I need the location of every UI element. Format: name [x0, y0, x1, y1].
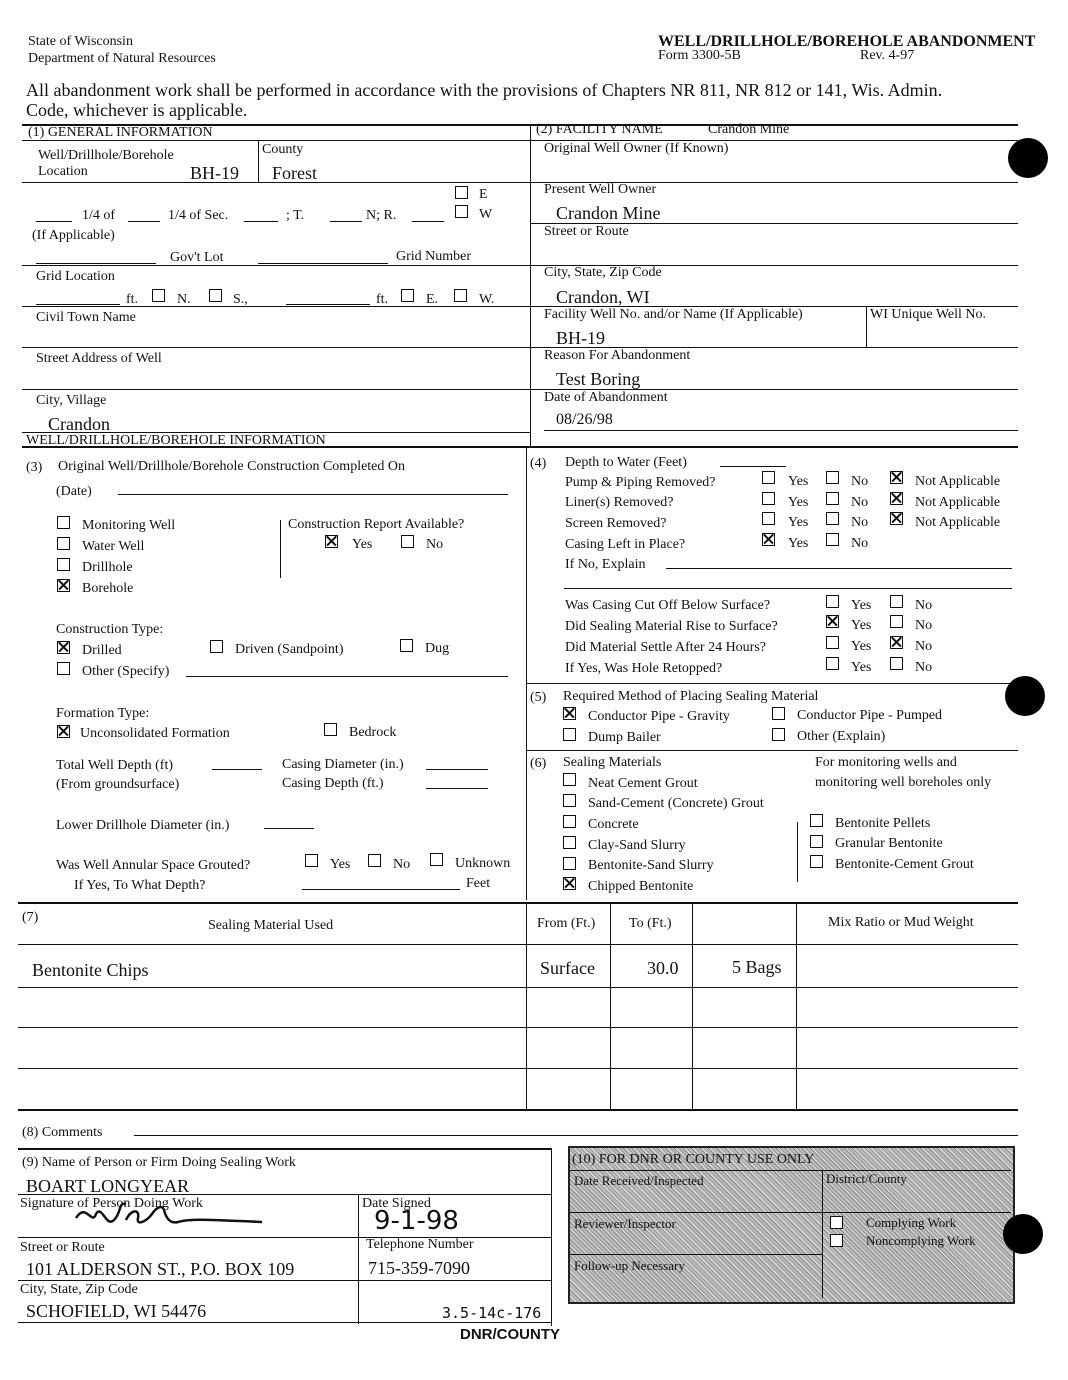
grouted-unknown-checkbox[interactable]: [430, 853, 443, 866]
clay-sand-checkbox[interactable]: [563, 836, 576, 849]
punch-hole-bottom: [1003, 1214, 1043, 1254]
casing-yes-label: Yes: [788, 536, 809, 551]
col-mix-header: Mix Ratio or Mud Weight: [828, 915, 974, 930]
reason-value[interactable]: Test Boring: [556, 369, 641, 389]
col-to-header: To (Ft.): [629, 916, 672, 931]
pumped-label: Conductor Pipe - Pumped: [797, 708, 943, 723]
if-no-explain-label: If No, Explain: [565, 557, 646, 572]
if-applicable-label: (If Applicable): [32, 228, 115, 243]
grid-number-label: Grid Number: [396, 249, 472, 264]
section-7-number: (7): [22, 910, 39, 925]
facility-well-label: Facility Well No. and/or Name (If Applicable): [544, 307, 803, 322]
pump-no-label: No: [851, 474, 869, 489]
quarter-sec-label: 1/4 of Sec.: [168, 208, 229, 223]
govt-lot-label: Gov't Lot: [170, 250, 224, 265]
other-construction-checkbox[interactable]: [57, 662, 70, 675]
pump-yes-checkbox[interactable]: [762, 471, 775, 484]
grouted-yes-checkbox[interactable]: [305, 854, 318, 867]
monitoring-note-2: monitoring well boreholes only: [815, 775, 992, 790]
west-grid-label: W.: [479, 292, 495, 307]
notice-line-1: All abandonment work shall be performed in accordance with the provisions of Chapters NR 811, NR 812 or 141, Wis. Admin.: [26, 80, 943, 100]
liner-na-checkbox[interactable]: [890, 492, 903, 505]
punch-hole-middle: [1005, 676, 1045, 716]
county-label: County: [262, 142, 304, 157]
telephone-value[interactable]: 715-359-7090: [368, 1258, 470, 1278]
noncomplying-label: Noncomplying Work: [866, 1233, 976, 1248]
quantity-cell[interactable]: 5 Bags: [732, 957, 782, 977]
other-method-checkbox[interactable]: [772, 728, 785, 741]
driven-checkbox[interactable]: [210, 640, 223, 653]
bedrock-checkbox[interactable]: [324, 723, 337, 736]
complying-label: Complying Work: [866, 1215, 957, 1230]
north-checkbox[interactable]: [152, 289, 165, 302]
rise-yes-label: Yes: [851, 618, 872, 633]
street-route-value[interactable]: 101 ALDERSON ST., P.O. BOX 109: [26, 1259, 295, 1279]
punch-hole-top: [1008, 138, 1048, 178]
present-owner-value[interactable]: Crandon Mine: [556, 203, 661, 223]
dump-bailer-label: Dump Bailer: [588, 730, 661, 745]
liner-yes-label: Yes: [788, 495, 809, 510]
city-state-zip-label-9: City, State, Zip Code: [20, 1282, 138, 1297]
city-state-zip-value-9[interactable]: SCHOFIELD, WI 54476: [26, 1301, 207, 1321]
total-depth-label: Total Well Depth (ft): [56, 758, 173, 773]
sand-cement-checkbox[interactable]: [563, 794, 576, 807]
retopped-no-label: No: [915, 660, 933, 675]
street-route-label: Street or Route: [544, 224, 629, 239]
casing-cut-label: Was Casing Cut Off Below Surface?: [565, 598, 771, 613]
signature-label: Signature of Person Doing Work: [20, 1196, 203, 1211]
date-abandonment-label: Date of Abandonment: [544, 390, 668, 405]
section-4-number: (4): [530, 456, 547, 471]
south-checkbox[interactable]: [209, 289, 222, 302]
facility-name-value[interactable]: Crandon Mine: [708, 122, 790, 137]
dump-bailer-checkbox[interactable]: [563, 728, 576, 741]
noncomplying-checkbox[interactable]: [830, 1234, 843, 1247]
west-label: W: [479, 207, 493, 222]
revision: Rev. 4-97: [860, 48, 915, 63]
reason-label: Reason For Abandonment: [544, 348, 691, 363]
signature-image: [66, 1196, 296, 1232]
pumped-checkbox[interactable]: [772, 707, 785, 720]
pump-yes-label: Yes: [788, 474, 809, 489]
clay-sand-label: Clay-Sand Slurry: [588, 838, 686, 853]
city-state-zip-label: City, State, Zip Code: [544, 265, 662, 280]
sealing-rise-label: Did Sealing Material Rise to Surface?: [565, 619, 778, 634]
bedrock-label: Bedrock: [349, 725, 397, 740]
borehole-label: Borehole: [82, 581, 134, 596]
city-state-zip-value[interactable]: Crandon, WI: [556, 287, 650, 307]
facility-well-value[interactable]: BH-19: [556, 328, 605, 348]
settle-yes-label: Yes: [851, 639, 872, 654]
other-construction-label: Other (Specify): [82, 664, 170, 679]
telephone-label: Telephone Number: [366, 1237, 474, 1252]
pump-label: Pump & Piping Removed?: [565, 475, 716, 490]
township-label: ; T.: [286, 208, 305, 223]
info-section-title: WELL/DRILLHOLE/BOREHOLE INFORMATION: [26, 433, 326, 448]
retopped-yes-label: Yes: [851, 660, 872, 675]
location-label-2: Location: [38, 164, 88, 179]
reviewer-label: Reviewer/Inspector: [574, 1216, 676, 1231]
south-label: S.,: [233, 292, 248, 307]
report-no-label: No: [426, 537, 444, 552]
comments-label: (8) Comments: [22, 1125, 103, 1140]
casing-left-label: Casing Left in Place?: [565, 537, 686, 552]
footer-dnr-county: DNR/COUNTY: [460, 1326, 560, 1343]
bentonite-sand-checkbox[interactable]: [563, 857, 576, 870]
sealing-firm-label: (9) Name of Person or Firm Doing Sealing Work: [22, 1155, 296, 1170]
settle-label: Did Material Settle After 24 Hours?: [565, 640, 767, 655]
civil-town-label: Civil Town Name: [36, 310, 136, 325]
sand-cement-label: Sand-Cement (Concrete) Grout: [588, 796, 764, 811]
liner-yes-checkbox[interactable]: [762, 492, 775, 505]
liner-no-checkbox[interactable]: [826, 492, 839, 505]
grouted-no-label: No: [393, 857, 411, 872]
other-method-label: Other (Explain): [797, 729, 886, 744]
location-value[interactable]: BH-19: [190, 163, 239, 183]
granular-bentonite-label: Granular Bentonite: [835, 836, 943, 851]
grouted-yes-label: Yes: [330, 857, 351, 872]
casing-no-checkbox[interactable]: [826, 533, 839, 546]
cut-yes-label: Yes: [851, 598, 872, 613]
street-route-label-9: Street or Route: [20, 1240, 105, 1255]
neat-cement-checkbox[interactable]: [563, 773, 576, 786]
cut-yes-checkbox[interactable]: [826, 595, 839, 608]
water-well-label: Water Well: [82, 539, 145, 554]
bentonite-sand-label: Bentonite-Sand Slurry: [588, 858, 714, 873]
chipped-bentonite-label: Chipped Bentonite: [588, 879, 694, 894]
monitoring-note-1: For monitoring wells and: [815, 755, 957, 770]
present-owner-label: Present Well Owner: [544, 182, 657, 197]
bentonite-pellets-label: Bentonite Pellets: [835, 816, 931, 831]
ft-label-2: ft.: [376, 292, 389, 307]
form-title: WELL/DRILLHOLE/BOREHOLE ABANDONMENT: [658, 33, 1036, 50]
state-name: State of Wisconsin: [28, 34, 133, 49]
rise-no-checkbox[interactable]: [890, 615, 903, 628]
county-value[interactable]: Forest: [272, 163, 317, 183]
chipped-bentonite-checkbox[interactable]: [563, 877, 576, 890]
date-label: (Date): [56, 484, 92, 499]
date-signed-value[interactable]: 9-1-98: [374, 1206, 459, 1236]
drilled-label: Drilled: [82, 643, 122, 658]
pump-no-checkbox[interactable]: [826, 471, 839, 484]
rise-no-label: No: [915, 618, 933, 633]
grouted-label: Was Well Annular Space Grouted?: [56, 858, 251, 873]
grouted-no-checkbox[interactable]: [368, 854, 381, 867]
neat-cement-label: Neat Cement Grout: [588, 776, 698, 791]
firm-name-value[interactable]: BOART LONGYEAR: [26, 1176, 190, 1196]
bentonite-cement-label: Bentonite-Cement Grout: [835, 857, 974, 872]
footer-code: 3.5-14c-176: [442, 1304, 542, 1322]
settle-yes-checkbox[interactable]: [826, 636, 839, 649]
what-depth-label: If Yes, To What Depth?: [74, 878, 206, 893]
report-no-checkbox[interactable]: [401, 535, 414, 548]
section-1-title: (1) GENERAL INFORMATION: [28, 125, 213, 140]
concrete-label: Concrete: [588, 817, 639, 832]
rise-yes-checkbox[interactable]: [826, 615, 839, 628]
granular-bentonite-checkbox[interactable]: [810, 835, 823, 848]
feet-label: Feet: [466, 876, 491, 891]
retopped-yes-checkbox[interactable]: [826, 657, 839, 670]
sealing-materials-label: Sealing Materials: [563, 755, 662, 770]
retopped-no-checkbox[interactable]: [890, 657, 903, 670]
pump-na-label: Not Applicable: [915, 474, 1001, 489]
screen-yes-checkbox[interactable]: [762, 512, 775, 525]
from-ground-label: (From groundsurface): [56, 777, 180, 792]
date-abandonment-value[interactable]: 08/26/98: [556, 411, 613, 428]
screen-na-label: Not Applicable: [915, 515, 1001, 530]
liner-label: Liner(s) Removed?: [565, 495, 674, 510]
col-material-header: Sealing Material Used: [208, 918, 334, 933]
west-checkbox[interactable]: [455, 205, 468, 218]
east-grid-label: E.: [426, 292, 439, 307]
notice-line-2: Code, whichever is applicable.: [26, 100, 248, 120]
casing-diameter-label: Casing Diameter (in.): [282, 757, 404, 772]
liner-na-label: Not Applicable: [915, 495, 1001, 510]
unconsolidated-label: Unconsolidated Formation: [80, 726, 230, 741]
settle-no-label: No: [915, 639, 933, 654]
casing-no-label: No: [851, 536, 869, 551]
date-signed-label: Date Signed: [362, 1196, 431, 1211]
report-yes-label: Yes: [352, 537, 373, 552]
east-checkbox[interactable]: [455, 186, 468, 199]
col-from-header: From (Ft.): [537, 916, 596, 931]
grid-location-label: Grid Location: [36, 269, 115, 284]
screen-na-checkbox[interactable]: [890, 512, 903, 525]
section-5-number: (5): [530, 690, 547, 705]
pump-na-checkbox[interactable]: [890, 471, 903, 484]
section-3-number: (3): [26, 460, 43, 475]
formation-type-label: Formation Type:: [56, 706, 150, 721]
west-grid-checkbox[interactable]: [454, 289, 467, 302]
cut-no-checkbox[interactable]: [890, 595, 903, 608]
settle-no-checkbox[interactable]: [890, 636, 903, 649]
driven-label: Driven (Sandpoint): [235, 642, 344, 657]
section-2-title: (2) FACILITY NAME: [536, 122, 663, 137]
casing-yes-checkbox[interactable]: [762, 533, 775, 546]
dug-checkbox[interactable]: [400, 639, 413, 652]
cut-no-label: No: [915, 598, 933, 613]
borehole-checkbox[interactable]: [57, 579, 70, 592]
from-cell[interactable]: Surface: [540, 958, 595, 978]
dug-label: Dug: [425, 641, 450, 656]
gravity-checkbox[interactable]: [563, 707, 576, 720]
city-village-label: City, Village: [36, 393, 107, 408]
dnr-use-title: (10) FOR DNR OR COUNTY USE ONLY: [572, 1152, 815, 1167]
form-number: Form 3300-5B: [658, 48, 741, 63]
unique-well-label: WI Unique Well No.: [870, 307, 987, 322]
concrete-checkbox[interactable]: [563, 815, 576, 828]
original-owner-label: Original Well Owner (If Known): [544, 141, 729, 156]
city-village-value[interactable]: Crandon: [48, 414, 110, 434]
construction-type-label: Construction Type:: [56, 622, 164, 637]
east-grid-checkbox[interactable]: [401, 289, 414, 302]
complying-checkbox[interactable]: [830, 1216, 843, 1229]
east-label: E: [479, 187, 488, 202]
drillhole-checkbox[interactable]: [57, 558, 70, 571]
range-label: N; R.: [366, 208, 397, 223]
north-label: N.: [177, 292, 191, 307]
report-yes-checkbox[interactable]: [325, 535, 338, 548]
grouted-unknown-label: Unknown: [455, 856, 511, 871]
department-name: Department of Natural Resources: [28, 51, 216, 66]
monitoring-well-label: Monitoring Well: [82, 518, 176, 533]
sealing-method-label: Required Method of Placing Sealing Material: [563, 689, 819, 704]
date-received-label: Date Received/Inspected: [574, 1173, 704, 1188]
material-cell[interactable]: Bentonite Chips: [32, 960, 149, 980]
screen-yes-label: Yes: [788, 515, 809, 530]
street-address-label: Street Address of Well: [36, 351, 162, 366]
district-county-label: District/County: [826, 1171, 907, 1186]
screen-no-checkbox[interactable]: [826, 512, 839, 525]
gravity-label: Conductor Pipe - Gravity: [588, 709, 730, 724]
bentonite-cement-checkbox[interactable]: [810, 855, 823, 868]
depth-water-label: Depth to Water (Feet): [565, 455, 687, 470]
drilled-checkbox[interactable]: [57, 641, 70, 654]
followup-label: Follow-up Necessary: [574, 1258, 685, 1273]
drillhole-label: Drillhole: [82, 560, 133, 575]
construction-completed-label: Original Well/Drillhole/Borehole Construction Completed On: [58, 459, 406, 474]
location-label: Well/Drillhole/Borehole: [38, 148, 174, 163]
liner-no-label: No: [851, 495, 869, 510]
construction-report-label: Construction Report Available?: [288, 517, 465, 532]
ft-label-1: ft.: [126, 292, 139, 307]
unconsolidated-checkbox[interactable]: [57, 725, 70, 738]
bentonite-pellets-checkbox[interactable]: [810, 814, 823, 827]
lower-diameter-label: Lower Drillhole Diameter (in.): [56, 818, 230, 833]
to-cell[interactable]: 30.0: [647, 958, 679, 978]
screen-label: Screen Removed?: [565, 516, 667, 531]
water-well-checkbox[interactable]: [57, 537, 70, 550]
section-6-number: (6): [530, 756, 547, 771]
monitoring-well-checkbox[interactable]: [57, 516, 70, 529]
retopped-label: If Yes, Was Hole Retopped?: [565, 661, 723, 676]
quarter-of-label: 1/4 of: [82, 208, 116, 223]
casing-depth-label: Casing Depth (ft.): [282, 776, 384, 791]
screen-no-label: No: [851, 515, 869, 530]
